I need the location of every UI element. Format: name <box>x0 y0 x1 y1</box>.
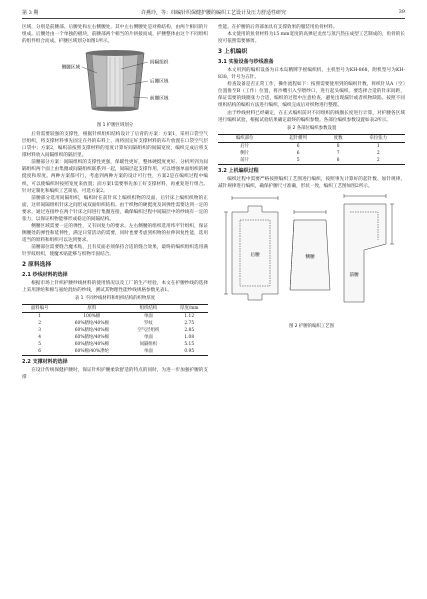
figure-1 <box>22 45 208 121</box>
waist-brace-diagram <box>82 50 148 111</box>
subsection-heading: 3.2 上机编织过程 <box>218 167 259 174</box>
table-cell: 60%腈纶/40%棉 <box>74 321 109 327</box>
issue-label: 第 3 期 <box>22 10 39 16</box>
paragraph: 前腰部分方案：间隔组织的支撑性更强，保暖性更好，整体硬挺度更好。分析所到为间隔组织两个面上由集圈或间隔组织联系到一起，间隔层起支撑作用，可以增强单面组织的硬挺度和厚度。两种方案都可行，考虑到两种方案的设计可行性，方案2是在编织过程中编织，可以使编织时按照宽度来放置；而方案1需要事先加工好支撑材料，再重复进行组合。针对定制化和编织工艺简易，可选方案2。 <box>22 160 208 194</box>
table-1 <box>22 304 208 356</box>
table-2-caption: 表 2 各部位编织参数设置 <box>286 125 337 131</box>
paragraph: 本文用到的编织设备为日本岛精牌手摇编织机，主机型号为KH-868，附机型号为KH-838，针号为五针。 <box>218 68 405 81</box>
table-cell: 5.15 <box>184 342 195 348</box>
page-number: 39 <box>398 9 405 15</box>
running-title: 许燕玲，等：纬编针织保健护腰的编织工艺设计及压力舒适性研究 <box>140 10 286 16</box>
table-header-cell: 原料 <box>57 305 126 313</box>
subsection-heading: 2.1 纱线材料的选择 <box>22 272 68 279</box>
table-cell: 8 <box>336 157 340 163</box>
paragraph: 后背需要较强的支撑性，根据针织组织结构设计了后背的方案：方案1，采用口袋空气层组织，将支撑材料事先固定在外的布料上，再将固定好支撑材料的布片放置在口袋空气层口袋中；方案2，编织前按照支撑材料的宽度计算好间隔组织的间隔宽度，编织完成后将支撑材料放入间隔组织的隔层里。 <box>22 132 208 159</box>
table-cell: 2 <box>38 321 42 327</box>
subsection-heading: 2.2 支撑材料的选择 <box>22 359 68 366</box>
table-header-cell: 起针横列 <box>271 134 324 142</box>
figure-1-caption: 图 1 护腰区域划分 <box>96 123 134 129</box>
paragraph: 检查设备是否正常工作，操作流程如下：按照需要使用到的编织针数，将织针从A（空）位置推至B（工作）位置，将沙嘴引入至喂纱口，进行起头编织。要选择合适的针床间距，保证需要的线圈张力合适，编织的过程中注意检查，避免出现漏针或者织物缺陷。按照不同组织结构的编织方法进行编织，编织完成后对织物进行整理。 <box>218 82 405 109</box>
table-cell: 100%棉 <box>83 314 101 320</box>
table-cell: 5 <box>38 342 42 348</box>
knitting-pattern-diagram <box>224 194 394 302</box>
table-cell: 1.08 <box>184 335 195 341</box>
table-cell: 8 <box>336 143 340 149</box>
table-row <box>22 334 208 341</box>
table-cell: 6 <box>296 150 300 156</box>
table-header-row <box>218 134 405 142</box>
paragraph: 性能，在护腰的后背部加具有支撑效果的服装用鱼骨材料。 <box>218 25 338 30</box>
label-front-piece: 前腰 <box>349 272 359 278</box>
table-2 <box>218 134 405 165</box>
table-row <box>218 142 405 150</box>
table-cell: 前片 <box>240 157 250 163</box>
table-cell: 1 <box>376 143 380 149</box>
table-cell: 1.12 <box>184 314 195 320</box>
table-cell: 6 <box>38 349 42 355</box>
table-cell: 2.85 <box>184 328 195 334</box>
table-row <box>218 150 405 157</box>
section-heading: 3 上机编织 <box>218 49 248 56</box>
table-cell: 单面 <box>143 349 153 355</box>
table-header-cell: 牵拉张力 <box>352 134 405 142</box>
running-header <box>22 8 405 19</box>
table-cell: 2 <box>376 150 380 156</box>
table-cell: 7 <box>336 150 340 156</box>
paragraph: 前腰部分选用间隔组织，编织时在前针床上编织织物的反面，后针床上编织织物的正面，这样间隔组织针床之间形成双面组织结构。由于织物的硬挺度及回弹性需要达到一定的要求，通过连接纱在两个针床之间进行集圈连接，确保编织过程中间隔层中的纱线有一定的张力，以保证织物能够形成稳定的间隔结构。 <box>22 195 208 222</box>
table-cell: 2 <box>376 157 380 163</box>
label-side-waist: 侧腰区域 <box>61 65 80 71</box>
paragraph: 根据市场上针织护腰纱线材料的使用情况以及工厂的生产经验，本文在护腰纱线的选择上采用涤纶和棉与氨纶混纺的纱线，测试其物理性能纱线规格参数见表1。 <box>22 281 208 294</box>
right-column <box>218 24 405 332</box>
paragraph: 在设计传统保健护腰时，保证针织护腰柔软舒适的特点的同时，为进一步加强护腰的支撑 <box>22 368 208 381</box>
table-row <box>22 320 208 327</box>
table-row <box>22 313 208 321</box>
table-cell: 3 <box>38 328 42 334</box>
figure-2-caption: 图 2 护腰的编织工艺图 <box>288 323 335 329</box>
table-cell: 5 <box>296 157 300 163</box>
table-cell: 后片 <box>240 143 250 149</box>
table-cell: 间隔组织 <box>139 342 158 348</box>
label-side-piece: 侧腰 <box>305 254 315 260</box>
table-row <box>22 341 208 348</box>
label-back-piece: 后腰 <box>250 252 260 258</box>
table-header-cell: 组织结构 <box>126 305 170 313</box>
paragraph: 前腰部位需要缝合魔术贴，且有反面必须保持合适的缝合效果，最终的编织组织选用满针罗纹组织，使魔术贴能够与织物牢固结合。 <box>22 244 208 257</box>
label-back-waist: 后腰区域 <box>150 79 169 85</box>
table-row <box>22 348 208 356</box>
paragraph: 由于纱线材料已经确定，在正式编织前对不同组织的线圈长度进行计算，对护腰各区域进行编织试验，根据试验结果确定最终的编织参数。各部位编织参数设置如表2所示。 <box>218 110 405 123</box>
table-header-cell: 编织部位 <box>218 134 271 142</box>
table-cell: 2.75 <box>184 321 195 327</box>
table-cell: 60%棉/40%涤纶 <box>74 349 109 355</box>
table-header-cell: 厚度/mm <box>171 305 209 313</box>
section-heading: 2 原料选择 <box>22 262 52 269</box>
figure-2 <box>218 190 405 322</box>
paragraph: 区域，分别是前腰部、后腰处和左右侧腰处，其中左右侧腰处是对称结构，由两个相同的片组成。后腰处由一个单独的板块，前腰部两个相当的片拼接而成，护腰整体由这个不同组织的组件组合而成。护腰区域划分如图1所示。 <box>22 25 208 45</box>
table-cell: 侧片 <box>240 150 250 156</box>
table-cell: 60%腈纶/40%棉 <box>74 328 109 334</box>
table-cell: 罗纹 <box>143 321 153 327</box>
table-row <box>22 327 208 334</box>
table-cell: 单面 <box>143 335 153 341</box>
left-column <box>22 24 208 381</box>
table-header-cell: 度数 <box>325 134 352 142</box>
paragraph: 侧腰区域需要一定的弹性，又有回复力的要求。左右侧腰的组织选用纬平针组织，保证侧腰处的弹性和延伸性，满足日常活动的需要，同时也要考虑到织物的拉伸回复性能，选用适当的原料和组织可以达到要求。 <box>22 223 208 243</box>
table-1-caption: 表 1 不同纱线材料和组织结构的织物厚度 <box>74 296 156 302</box>
paragraph: 编织过程中需要严格按照编织工艺图进行编织，按照事先计算好的起针数、加针规律、减针规律进行编织，确保护腰尺寸准确，形状一致，编织工艺图如图2所示。 <box>218 176 405 189</box>
table-row <box>218 157 405 165</box>
table-cell: 1 <box>38 314 42 320</box>
paragraph: 本文使用的鱼骨材料为15 mm宽度的高弹尼龙丝与蒸汽热压成型工艺制成的，鱼骨的长度可依照需要修剪。 <box>218 32 405 45</box>
table-cell: 6 <box>296 143 300 149</box>
table-cell: 0.95 <box>184 349 195 355</box>
label-spacer-structure: 间隔组织 <box>150 60 169 66</box>
table-cell: 4 <box>38 335 42 341</box>
table-header-cell: 面料编号 <box>22 305 57 313</box>
table-cell: 单面 <box>143 314 153 320</box>
table-header-row <box>22 305 208 313</box>
table-cell: 空气层组织 <box>137 328 160 334</box>
table-cell: 60%腈纶/40%棉 <box>74 342 109 348</box>
table-cell: 60%腈纶/40%棉 <box>74 335 109 341</box>
label-front-waist: 前腰区域 <box>150 96 169 102</box>
subsection-heading: 3.1 实验设备与纱线准备 <box>218 59 274 66</box>
